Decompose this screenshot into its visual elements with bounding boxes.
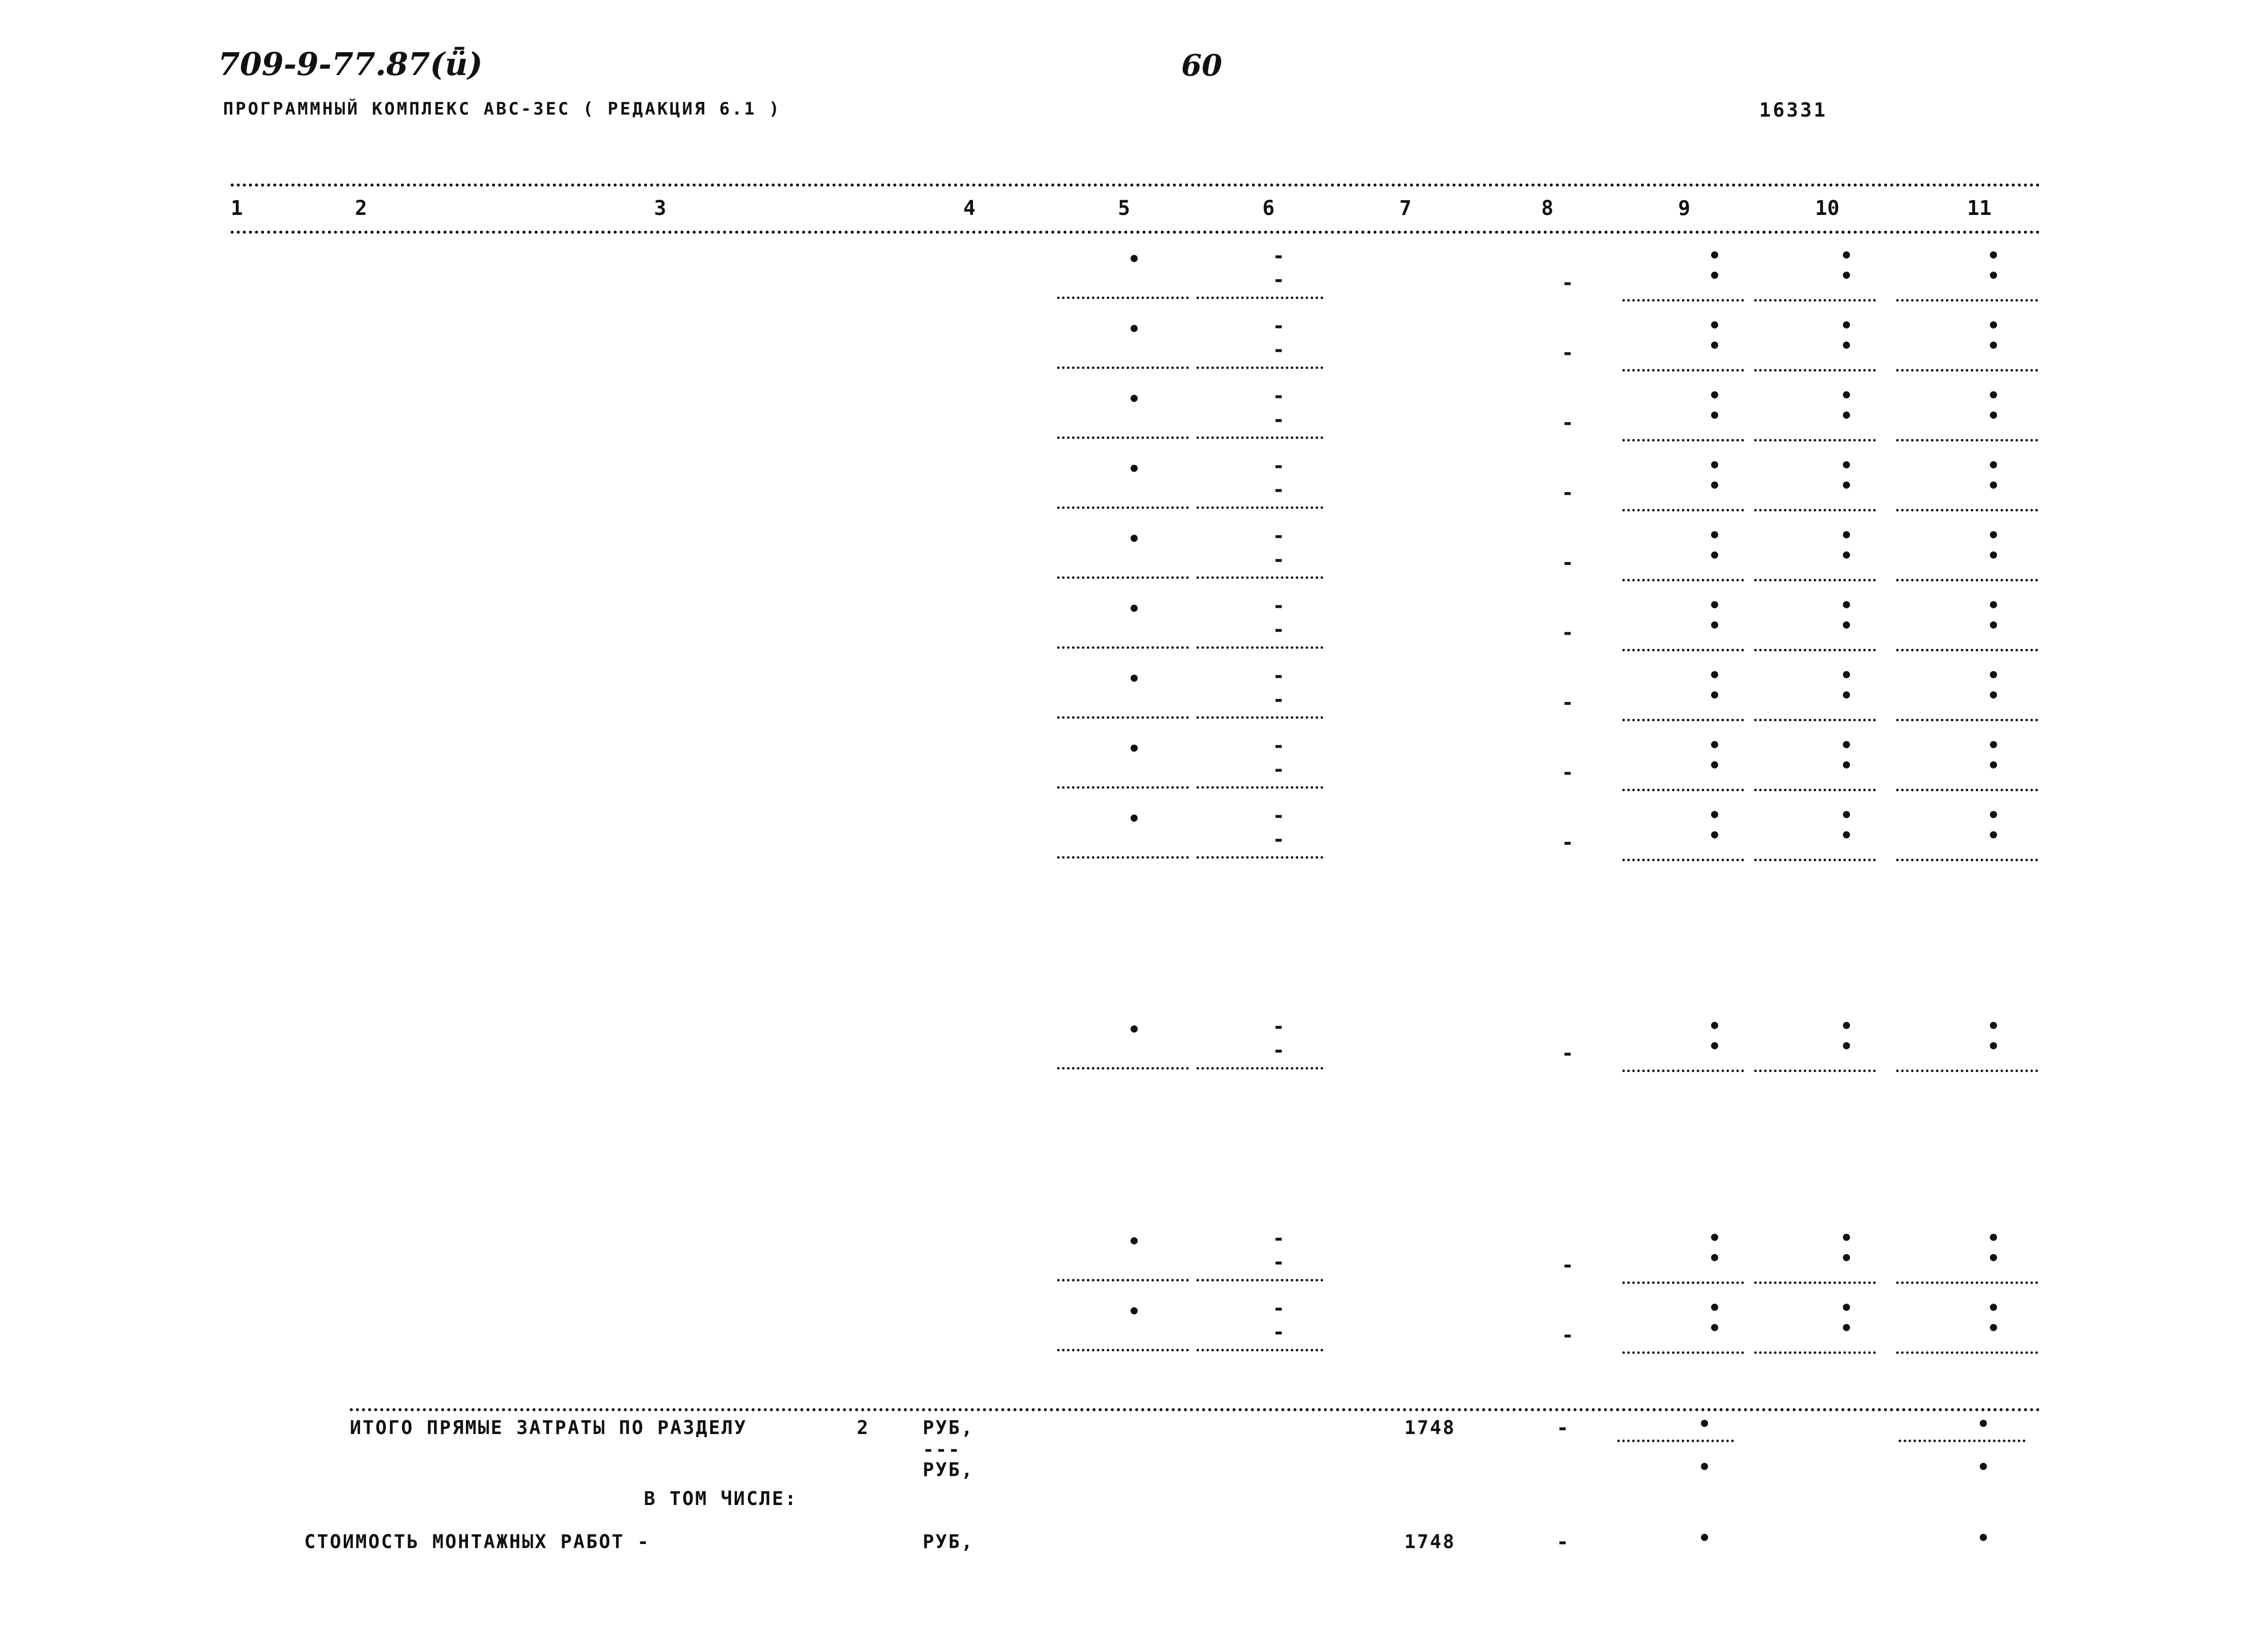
dot-mark: • [1987,524,2000,547]
dot-mark: • [1709,734,1721,757]
cell-divider [1196,297,1323,299]
dot-mark: • [1840,1035,1853,1058]
dot-mark: • [1709,614,1721,638]
dot-mark: • [1840,1317,1853,1340]
dot-mark: • [1840,314,1853,338]
dot-mark: • [1987,804,2000,827]
dot-mark: • [1709,474,1721,498]
column-number: 11 [1967,197,1992,220]
dot-mark: • [1840,474,1853,498]
cell-divider [1896,369,2038,372]
column-number: 6 [1262,197,1275,220]
dot-mark: • [1709,824,1721,848]
currency-label: РУБ, [923,1417,974,1439]
cell-divider [1899,1440,2025,1442]
cell-divider [1622,1281,1744,1284]
dot-mark: • [1987,265,2000,288]
dot-mark: • [1987,405,2000,428]
cell-divider [1754,509,1876,511]
cell-divider [1057,1067,1189,1070]
dash-mark: - [1562,1042,1574,1065]
dot-mark: • [1128,668,1141,691]
cell-divider [1896,439,2038,442]
dot-mark: • [1987,614,2000,638]
cell-divider [1896,1070,2038,1072]
dot-mark: • [1840,664,1853,687]
including-label: В ТОМ ЧИСЛЕ: [644,1488,798,1510]
dot-mark: • [1840,684,1853,708]
dot-mark: • [1840,335,1853,358]
dash-mark: - [1273,758,1285,781]
cell-divider [1057,646,1189,649]
cell-divider [1754,579,1876,581]
dot-mark: • [1709,754,1721,778]
section-number: 2 [857,1417,870,1439]
dot-mark: • [1128,738,1141,761]
dot-mark: • [1709,544,1721,568]
dot-mark: • [1987,544,2000,568]
cell-divider [1754,299,1876,302]
dot-mark: • [1840,544,1853,568]
cell-divider [1622,509,1744,511]
dot-mark: • [1709,1247,1721,1270]
dot-mark: • [1709,594,1721,617]
dot-mark: • [1840,265,1853,288]
dash-mark: - [1562,551,1574,574]
column-number: 3 [654,197,667,220]
dash-mark: - [1273,338,1285,361]
dot-mark: • [1987,824,2000,848]
document-code: 709-9-77.87(ǖ) [218,46,483,83]
cell-divider [1754,1070,1876,1072]
cell-divider [1622,1070,1744,1072]
dot-mark: • [1840,824,1853,848]
dash-mark: - [1273,548,1285,571]
cell-divider [1896,509,2038,511]
install-currency: РУБ, [923,1531,974,1553]
dash-mark: - [1273,734,1285,757]
dash-mark: - [1273,268,1285,291]
dot-mark: • [1709,454,1721,478]
cell-divider [1754,719,1876,721]
table-header-rule [231,231,2041,234]
dot-mark: • [1709,524,1721,547]
column-number: 7 [1399,197,1412,220]
cell-divider [1057,436,1189,439]
dot-mark: • [1698,1456,1711,1479]
dash-mark: - [1562,621,1574,644]
column-number: 1 [231,197,243,220]
column-number: 4 [963,197,976,220]
dot-mark: • [1987,1317,2000,1340]
cell-divider [1622,649,1744,651]
dash-mark: - [1273,524,1285,547]
dash-mark: - [1273,314,1285,338]
section-total-label: ИТОГО ПРЯМЫЕ ЗАТРАТЫ ПО РАЗДЕЛУ [350,1417,747,1439]
dot-mark: • [1987,754,2000,778]
cell-divider [1622,719,1744,721]
cell-divider [1196,366,1323,369]
dash-mark: - [1273,618,1285,641]
install-total-value: 1748 [1404,1531,1456,1553]
dot-mark: • [1128,458,1141,481]
dot-mark: • [1128,598,1141,621]
cell-divider [1622,369,1744,372]
dash-mark: - [1273,1015,1285,1038]
dot-mark: • [1987,244,2000,268]
dot-mark: • [1987,1247,2000,1270]
cell-divider [1057,1279,1189,1281]
dash-mark: - [1273,1227,1285,1250]
dot-mark: • [1709,405,1721,428]
cell-divider [1622,439,1744,442]
dot-mark: • [1709,244,1721,268]
install-cost-label: СТОИМОСТЬ МОНТАЖНЫХ РАБОТ - [304,1531,650,1553]
cell-divider [1754,859,1876,861]
dot-mark: • [1709,684,1721,708]
cell-divider [1196,506,1323,509]
cell-divider [1057,856,1189,859]
dash-mark: - [1273,688,1285,711]
cell-divider [1622,579,1744,581]
dash-mark: - [1562,271,1574,295]
dot-mark: • [1128,528,1141,551]
dot-mark: • [1987,1035,2000,1058]
dot-mark: • [1977,1413,1990,1436]
cell-divider [1754,649,1876,651]
dot-mark: • [1709,1015,1721,1038]
program-title: ПРОГРАММНЫЙ КОМПЛЕКС АВС-3ЕС ( РЕДАКЦИЯ 6.1 ) [223,99,782,119]
cell-divider [1622,299,1744,302]
cell-divider [1896,859,2038,861]
dot-mark: • [1840,804,1853,827]
dot-mark: • [1709,664,1721,687]
cell-divider [1754,789,1876,791]
cell-divider [1057,576,1189,579]
column-number: 8 [1541,197,1554,220]
document-number: 16331 [1759,99,1828,121]
dot-mark: • [1987,734,2000,757]
dot-mark: • [1977,1527,1990,1550]
dot-mark: • [1840,1297,1853,1320]
dot-mark: • [1128,248,1141,271]
dot-mark: • [1698,1413,1711,1436]
cell-divider [1896,1281,2038,1284]
dot-mark: • [1128,388,1141,411]
dot-mark: • [1709,1317,1721,1340]
column-number: 2 [355,197,368,220]
dash-mark: - [1556,1530,1569,1554]
dot-mark: • [1840,1227,1853,1250]
dash-mark: - [1556,1416,1569,1440]
dot-mark: • [1840,734,1853,757]
dash-mark: - [1562,691,1574,714]
cell-divider [1196,1067,1323,1070]
dash-mark: - [1273,1039,1285,1062]
dot-mark: • [1840,614,1853,638]
section-total-value: 1748 [1404,1417,1456,1439]
column-number: 10 [1815,197,1840,220]
dot-mark: • [1128,1018,1141,1042]
cell-divider [1196,786,1323,789]
dot-mark: • [1840,754,1853,778]
dot-mark: • [1709,1227,1721,1250]
dot-mark: • [1709,335,1721,358]
cell-divider [1196,1349,1323,1351]
cell-divider [1057,297,1189,299]
dot-mark: • [1840,524,1853,547]
table-top-rule [231,183,2041,187]
cell-divider [1896,299,2038,302]
dot-mark: • [1987,594,2000,617]
table-bottom-rule [350,1408,2041,1411]
cell-divider [1196,1279,1323,1281]
dot-mark: • [1840,594,1853,617]
dash-mark: - [1562,411,1574,434]
dash-mark: - [1273,804,1285,827]
dash-mark: - [1562,1324,1574,1347]
cell-divider [1896,789,2038,791]
dot-mark: • [1987,1297,2000,1320]
dot-mark: • [1977,1456,1990,1479]
cell-divider [1196,716,1323,719]
cell-divider [1754,369,1876,372]
dot-mark: • [1128,1230,1141,1254]
cell-divider [1622,859,1744,861]
cell-divider [1617,1440,1734,1442]
dot-mark: • [1840,244,1853,268]
dot-mark: • [1698,1527,1711,1550]
dot-mark: • [1987,454,2000,478]
cell-divider [1057,366,1189,369]
dot-mark: • [1987,1227,2000,1250]
dot-mark: • [1128,1300,1141,1324]
dot-mark: • [1709,804,1721,827]
dot-mark: • [1987,384,2000,408]
cell-divider [1196,436,1323,439]
cell-divider [1196,576,1323,579]
dot-mark: • [1840,1247,1853,1270]
dot-mark: • [1709,384,1721,408]
dash-mark: - [1273,408,1285,431]
dot-mark: • [1987,335,2000,358]
cell-divider [1754,1351,1876,1354]
cell-divider [1196,646,1323,649]
cell-divider [1057,786,1189,789]
dot-mark: • [1128,318,1141,341]
cell-divider [1622,1351,1744,1354]
dash-mark: - [1562,761,1574,784]
dash-mark: - [1273,1297,1285,1320]
cell-divider [1754,439,1876,442]
cell-divider [1896,649,2038,651]
cell-divider [1196,856,1323,859]
dash-mark: - [1273,478,1285,501]
dot-mark: • [1709,1035,1721,1058]
dot-mark: • [1987,684,2000,708]
dash-mark: - [1562,831,1574,854]
dot-mark: • [1709,265,1721,288]
cell-divider [1896,579,2038,581]
dot-mark: • [1987,474,2000,498]
cell-divider [1057,506,1189,509]
dot-mark: • [1840,1015,1853,1038]
dot-mark: • [1987,1015,2000,1038]
column-number: 5 [1118,197,1131,220]
currency-label: РУБ, [923,1459,974,1481]
page-number: 60 [1181,48,1222,83]
dash-mark: - [1562,1254,1574,1277]
cell-divider [1896,719,2038,721]
dot-mark: • [1840,384,1853,408]
dash-mark: - [1273,384,1285,408]
dash-mark: - [1273,828,1285,851]
cell-divider [1622,789,1744,791]
dash-mark: - [1562,341,1574,364]
dash-mark: - [1273,664,1285,687]
dot-mark: • [1709,314,1721,338]
dot-mark: • [1987,314,2000,338]
dash-mark: - [1273,594,1285,617]
dash-mark: - [1273,1251,1285,1274]
cell-divider [1754,1281,1876,1284]
dot-mark: • [1709,1297,1721,1320]
dot-mark: • [1840,454,1853,478]
dash-mark: - [1273,244,1285,268]
dot-mark: • [1128,807,1141,831]
dot-mark: • [1987,664,2000,687]
cell-divider [1057,716,1189,719]
dash-mark: - [1562,481,1574,504]
dot-mark: • [1840,405,1853,428]
currency-separator: --- [923,1439,961,1460]
dash-mark: - [1273,1320,1285,1344]
column-number: 9 [1678,197,1691,220]
cell-divider [1057,1349,1189,1351]
dash-mark: - [1273,454,1285,478]
cell-divider [1896,1351,2038,1354]
